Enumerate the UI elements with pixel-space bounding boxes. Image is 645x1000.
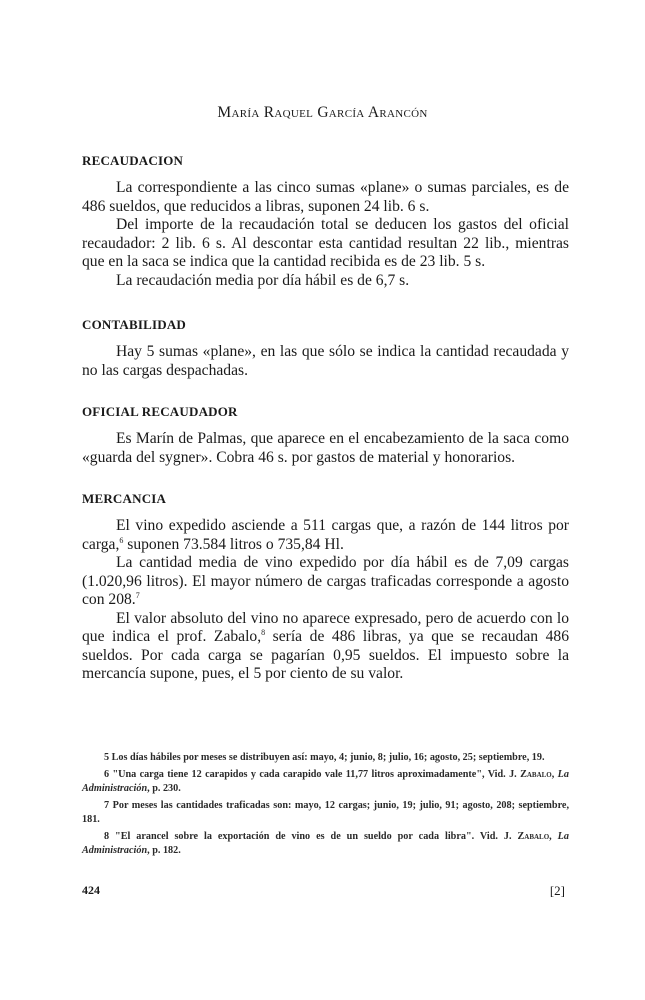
text: El vino expedido asciende a 511 cargas que, a razón de 144 litros por carga, — [82, 517, 569, 553]
paragraph: Hay 5 sumas «plane», en las que sólo se indica la cantidad recaudada y no las cargas despachadas. — [82, 343, 569, 379]
section-title: MERCANCIA — [82, 491, 167, 506]
footnote-5: 5 Los días hábiles por meses se distribuyen así: mayo, 4; junio, 8; julio, 16; agosto, 25; septiembre, 19. — [104, 752, 545, 763]
section-contabilidad — [82, 317, 569, 380]
text: La cantidad media de vino expedido por día hábil es de 7,09 cargas (1.020,96 litros). El mayor número de cargas traficadas corresponde a agosto con 208. — [82, 554, 569, 608]
citation-author: Zabalo — [517, 831, 550, 842]
text: 6 "Una carga tiene 12 carapidos y cada carapido vale 11,77 litros aproximadamente", Vid. J. — [104, 769, 521, 780]
section-title: RECAUDACION — [82, 153, 184, 168]
citation-title: La Administración — [82, 831, 569, 856]
citation-title: La Administración — [82, 769, 569, 794]
paragraph: Es Marín de Palmas, que aparece en el encabezamiento de la saca como «guarda del sygner». Cobra 46 s. por gastos de material y honorarios. — [82, 430, 569, 466]
footnote-ref: 8 — [261, 628, 266, 637]
text: , — [551, 769, 558, 780]
paragraph — [82, 610, 569, 684]
section-title: OFICIAL RECAUDADOR — [82, 404, 238, 419]
page-number: 424 — [82, 883, 100, 897]
running-header: María Raquel García Arancón — [217, 104, 428, 121]
text: 8 "El arancel sobre la exportación de vino es de un sueldo por cada libra". Vid. J. — [104, 831, 518, 842]
footnote-6 — [82, 768, 569, 796]
footnotes — [82, 751, 569, 861]
footnote-ref: 6 — [119, 535, 124, 545]
section-mercancia — [82, 491, 569, 684]
paragraph: La correspondiente a las cinco sumas «plane» o sumas parciales, es de 486 sueldos, que reducidos a libras, suponen 24 lib. 6 s. — [82, 179, 569, 215]
text: , p. 182. — [147, 845, 181, 856]
paragraph: La recaudación media por día hábil es de 6,7 s. — [116, 271, 410, 289]
text: sería de 486 libras, ya que se recaudan 486 sueldos. Por cada carga se pagarían 0,95 sueldos. El impuesto sobre la mercancía supone, pues, el 5 por ciento de su valor. — [82, 628, 569, 682]
text: , p. 230. — [147, 783, 181, 794]
footnote-7: 7 Por meses las cantidades traficadas son: mayo, 12 cargas; junio, 19; julio, 91; agosto, 208; septiembre, 181. — [82, 800, 569, 825]
text: , — [549, 831, 558, 842]
section-oficial-recaudador — [82, 404, 569, 467]
footnote-8 — [82, 830, 569, 858]
section-title: CONTABILIDAD — [82, 317, 187, 332]
paragraph — [82, 554, 569, 610]
paragraph — [82, 517, 569, 554]
text: suponen 73.584 litros o 735,84 Hl. — [123, 535, 344, 553]
paragraph: Del importe de la recaudación total se deducen los gastos del oficial recaudador: 2 lib. 6 s. Al descontar esta cantidad resultan 22 lib., mientras que en la saca se indica que la cantidad recibida es de 23 lib. 5 s. — [82, 216, 569, 270]
section-recaudacion — [82, 153, 569, 290]
citation-author: Zabalo — [520, 769, 552, 780]
footnote-ref: 7 — [135, 591, 140, 600]
text: El valor absoluto del vino no aparece expresado, pero de acuerdo con lo que indica el prof. Zabalo, — [82, 609, 569, 645]
sheet-reference: [2] — [549, 883, 565, 898]
